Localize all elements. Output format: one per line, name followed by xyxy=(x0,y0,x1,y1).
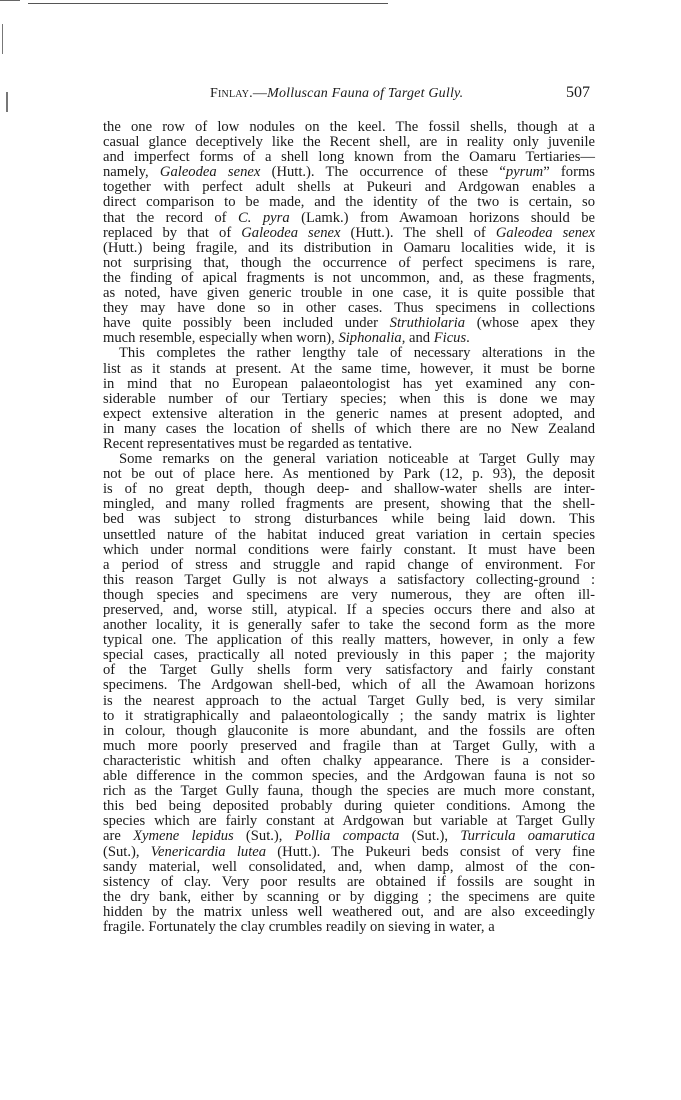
text-line: casual glance deceptively like the Recent shell, are in reality only juvenile xyxy=(103,134,595,151)
text-line: special cases, practically all noted previously in this paper ; the majority xyxy=(103,647,595,664)
running-title: Molluscan Fauna of Target Gully. xyxy=(267,86,464,101)
text-line: the finding of apical fragments is not uncommon, and, as these fragments, xyxy=(103,269,595,286)
text-line: replaced by that of Galeodea senex (Hutt.). The shell of Galeodea senex xyxy=(103,224,596,241)
text-line: not be out of place here. As mentioned by Park (12, p. 93), the deposit xyxy=(103,466,595,483)
text-line: and imperfect forms of a shell long known from the Oamaru Tertiaries— xyxy=(103,149,595,166)
text-line: not surprising that, though the occurrence of perfect specimens is rare, xyxy=(103,254,595,271)
text-line: mingled, and many rolled fragments are present, showing that the shell- xyxy=(103,496,595,513)
text-line: siderable number of our Tertiary species; when this is done we may xyxy=(103,390,595,407)
text-line: characteristic whitish and often chalky appearance. There is a consider- xyxy=(103,752,595,769)
text-line: to it stratigraphically and palaeontologically ; the sandy matrix is lighter xyxy=(103,707,595,724)
text-line: much resemble, especially when worn), Siphonalia, and Ficus. xyxy=(103,330,470,347)
text-line: (Hutt.) being fragile, and its distribution in Oamaru localities wide, it is xyxy=(103,239,595,256)
text-line: Some remarks on the general variation noticeable at Target Gully may xyxy=(119,451,595,468)
text-line: hidden by the matrix unless well weathered out, and are also exceedingly xyxy=(103,903,595,920)
text-line: the one row of low nodules on the keel. The fossil shells, though at a xyxy=(103,119,595,135)
text-line: as noted, have given generic trouble in one case, it is quite possible that xyxy=(103,285,595,302)
text-line: fragile. Fortunately the clay crumbles readily on sieving in water, a xyxy=(103,918,495,935)
body-text xyxy=(103,120,595,935)
text-line: expect extensive alteration in the generic names at present adopted, and xyxy=(103,405,595,422)
text-line: sandy material, well consolidated, and, when damp, almost of the con- xyxy=(103,858,595,875)
text-line: a period of stress and struggle and rapid change of environment. For xyxy=(103,556,595,573)
text-line: typical one. The application of this really matters, however, in only a few xyxy=(103,632,595,649)
text-line: bed was subject to strong disturbances while being laid down. This xyxy=(103,511,595,528)
text-line: (Sut.), Venericardia lutea (Hutt.). The Pukeuri beds consist of very fine xyxy=(103,843,595,860)
text-line: they may have done so in other cases. Thus specimens in collections xyxy=(103,300,595,317)
text-line: much more poorly preserved and fragile than at Target Gully, with a xyxy=(103,737,595,754)
text-line: preserved, and, worse still, atypical. If a species occurs there and also at xyxy=(103,602,595,618)
running-author: Finlay. xyxy=(210,86,253,101)
text-line: together with perfect adult shells at Pukeuri and Ardgowan enables a xyxy=(103,179,595,196)
margin-mark xyxy=(6,92,8,112)
text-line: this bed being deposited probably during quieter conditions. Among the xyxy=(103,798,595,815)
text-line: in mind that no European palaeontologist has yet examined any con- xyxy=(103,375,595,392)
text-line: this reason Target Gully is not always a satisfactory collecting-ground : xyxy=(103,571,595,588)
text-line: rich as the Target Gully fauna, though the species are much more constant, xyxy=(103,783,595,800)
text-line: specimens. The Ardgowan shell-bed, which of all the Awamoan horizons xyxy=(103,677,595,694)
page-number: 507 xyxy=(566,84,590,101)
text-line: is of no great depth, though deep- and shallow-water shells are inter- xyxy=(103,481,595,498)
text-line: though species and specimens are very numerous, they are often ill- xyxy=(103,586,595,603)
running-header xyxy=(210,86,610,102)
header-separator: — xyxy=(252,86,268,101)
text-line: another locality, it is generally safer to take the second form as the more xyxy=(103,617,595,634)
text-line: that the record of C. pyra (Lamk.) from Awamoan horizons should be xyxy=(103,209,595,226)
paragraph xyxy=(103,346,595,452)
text-line: sistency of clay. Very poor results are obtained if fossils are sought in xyxy=(103,873,595,890)
text-line: unsettled nature of the habitat induced great variation in certain species xyxy=(103,526,595,543)
text-line: are Xymene lepidus (Sut.), Pollia compacta (Sut.), Turricula oamarutica xyxy=(103,828,595,845)
text-line: namely, Galeodea senex (Hutt.). The occurrence of these “pyrum” forms xyxy=(103,164,595,181)
top-rule xyxy=(28,3,388,4)
paragraph xyxy=(103,452,595,935)
paragraph xyxy=(103,120,595,346)
text-line: have quite possibly been included under Struthiolaria (whose apex they xyxy=(103,315,595,332)
text-line: in colour, though glauconite is more abundant, and the fossils are often xyxy=(103,722,595,739)
text-line: is the nearest approach to the actual Target Gully bed, is very similar xyxy=(103,692,595,709)
text-line: This completes the rather lengthy tale of necessary alterations in the xyxy=(119,345,595,362)
text-line: in many cases the location of shells of which there are no New Zealand xyxy=(103,420,595,437)
text-line: able difference in the common species, and the Ardgowan fauna is not so xyxy=(103,768,595,785)
text-line: species which are fairly constant at Ardgowan but variable at Target Gully xyxy=(103,813,595,830)
text-line: list as it stands at present. At the same time, however, it must be borne xyxy=(103,360,595,377)
corner-rule xyxy=(0,0,20,1)
text-line: direct comparison to be made, and the identity of the two is certain, so xyxy=(103,194,595,211)
margin-mark xyxy=(2,24,3,54)
text-line: the dry bank, either by scanning or by digging ; the specimens are quite xyxy=(103,888,595,905)
text-line: of the Target Gully shells form very satisfactory and fairly constant xyxy=(103,662,595,679)
text-line: which under normal conditions were fairly constant. It must have been xyxy=(103,541,595,558)
text-line: Recent representatives must be regarded as tentative. xyxy=(103,435,413,452)
